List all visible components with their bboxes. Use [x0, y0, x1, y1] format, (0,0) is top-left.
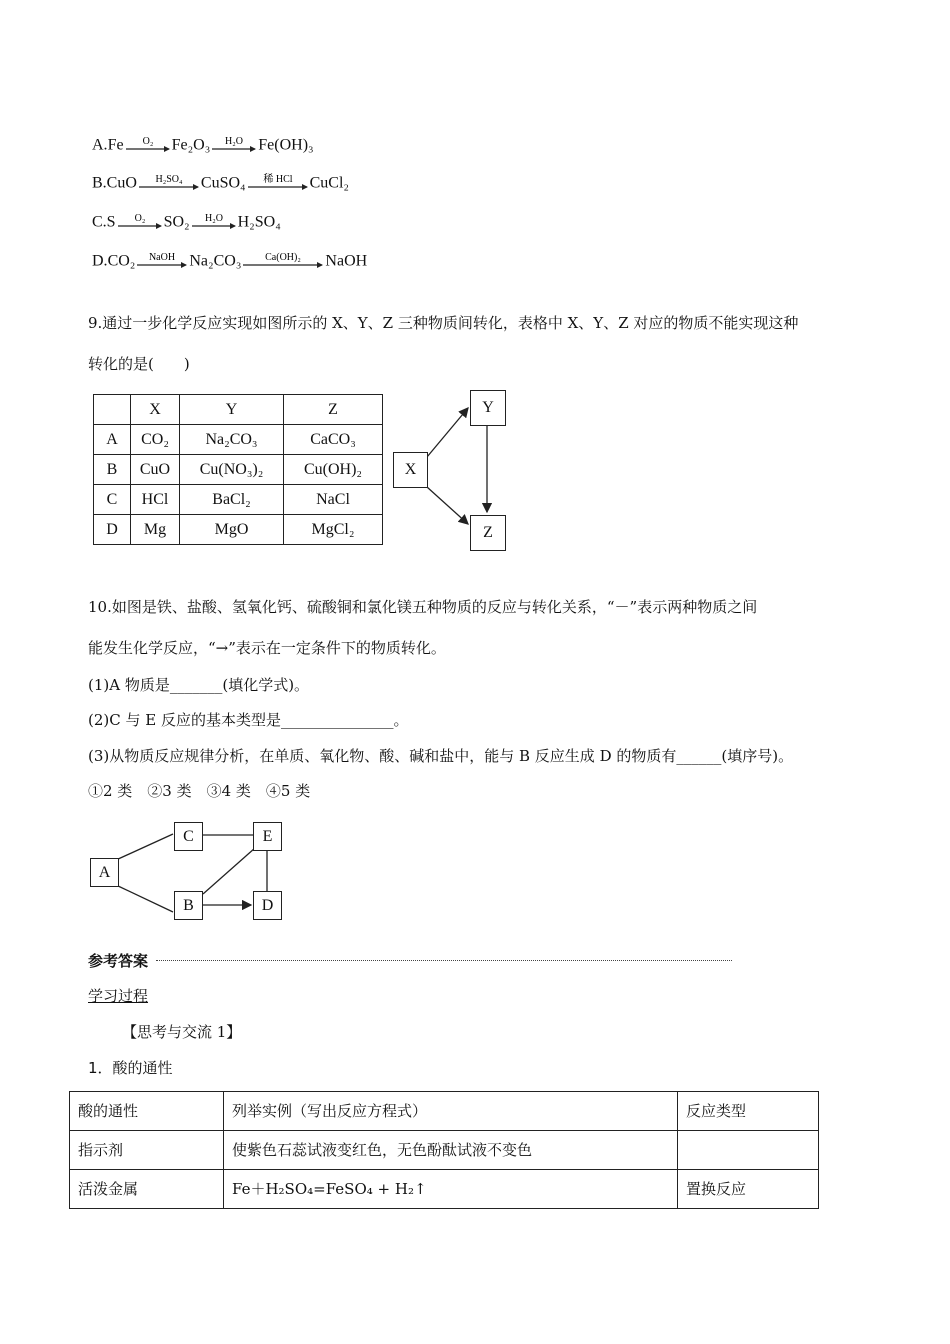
reagent-label: O₂ — [142, 136, 153, 147]
q9-cell: B — [94, 455, 131, 485]
option-label: D. — [92, 252, 108, 270]
species: CuSO₄ — [200, 174, 246, 192]
species: Na₂CO₃ — [189, 252, 242, 270]
acid-header-cell: 酸的通性 — [70, 1092, 224, 1131]
option-label: B. — [92, 174, 107, 192]
q9-cell: Cu(OH)₂ — [284, 455, 383, 485]
q9-cell: Na₂CO₃ — [180, 425, 284, 455]
reagent-label: NaOH — [149, 252, 176, 263]
q9-cell: HCl — [131, 485, 180, 515]
acid-header-cell: 反应类型 — [678, 1092, 819, 1131]
line-a-c — [116, 834, 173, 860]
q9-cell: D — [94, 515, 131, 545]
species: CuO — [106, 174, 137, 192]
table-row — [94, 485, 383, 515]
reaction-arrow — [135, 250, 189, 274]
line-b-e — [203, 848, 255, 894]
species: Fe — [107, 136, 124, 154]
reaction-arrow — [210, 134, 258, 158]
q9-cell: CO₂ — [131, 425, 180, 455]
species: NaOH — [325, 252, 368, 270]
q9-box-x: X — [393, 452, 428, 488]
q9-box-y: Y — [470, 390, 506, 426]
table-row — [70, 1131, 819, 1170]
reaction-arrow — [241, 250, 325, 274]
option-c — [92, 211, 281, 235]
q9-cell: MgCl₂ — [284, 515, 383, 545]
option-b — [92, 172, 349, 196]
reaction-arrow — [246, 172, 310, 196]
q10-sub2: (2)C 与 E 反应的基本类型是_______________。 — [88, 711, 409, 729]
dotted-leader — [156, 960, 732, 961]
section-title: 学习过程 — [88, 987, 149, 1005]
arrow-x-to-y — [427, 408, 468, 457]
acid-cell: 指示剂 — [70, 1131, 224, 1170]
q9-cell: NaCl — [284, 485, 383, 515]
q9-cell: A — [94, 425, 131, 455]
q10-choices: ①2 类 ②3 类 ③4 类 ④5 类 — [88, 782, 311, 800]
reagent-label: 稀 HCl — [263, 174, 293, 185]
species: Fe(OH)₃ — [258, 136, 314, 154]
q9-table — [93, 394, 383, 545]
acid-cell: 使紫色石蕊试液变红色，无色酚酞试液不变色 — [224, 1131, 678, 1170]
q9-cell: C — [94, 485, 131, 515]
think-exchange-label: 【思考与交流 1】 — [122, 1023, 242, 1041]
q9-cell: Mg — [131, 515, 180, 545]
q9-header-cell: X — [131, 395, 180, 425]
option-label: C. — [92, 213, 107, 231]
table-row — [94, 515, 383, 545]
species: CO₂ — [107, 252, 136, 270]
q9-table-header — [94, 395, 383, 425]
acid-header-cell: 列举实例（写出反应方程式） — [224, 1092, 678, 1131]
species: S — [106, 213, 116, 231]
q9-header-cell: Z — [284, 395, 383, 425]
acid-table — [69, 1091, 819, 1209]
species: H₂SO₄ — [237, 213, 281, 231]
species: SO₂ — [163, 213, 190, 231]
q10-sub3: (3)从物质反应规律分析，在单质、氧化物、酸、碱和盐中，能与 B 反应生成 D 的物质有______(填序号)。 — [88, 747, 794, 765]
table-header-row — [70, 1092, 819, 1131]
reagent-label: H₂O — [204, 213, 223, 224]
option-a — [92, 134, 314, 158]
q9-stem-line2: 转化的是( ) — [88, 355, 190, 373]
table-row — [70, 1170, 819, 1209]
q9-cell: MgO — [180, 515, 284, 545]
q10-box-d: D — [253, 891, 282, 920]
q10-box-c: C — [174, 822, 203, 851]
reagent-label: Ca(OH)₂ — [265, 252, 302, 263]
acid-cell: 置换反应 — [678, 1170, 819, 1209]
reaction-arrow — [124, 134, 172, 158]
reaction-arrow — [137, 172, 201, 196]
option-d — [92, 250, 367, 274]
option-label: A. — [92, 136, 108, 154]
acid-heading: 1．酸的通性 — [88, 1059, 173, 1077]
acid-cell — [678, 1131, 819, 1170]
q9-stem-line1: 9.通过一步化学反应实现如图所示的 X、Y、Z 三种物质间转化，表格中 X、Y、Z 对应的物质不能实现这种 — [88, 314, 799, 332]
species: Fe₂O₃ — [171, 136, 211, 154]
q10-box-b: B — [174, 891, 203, 920]
q10-box-a: A — [90, 858, 119, 887]
line-a-b — [116, 885, 173, 912]
acid-cell: Fe＋H₂SO₄=FeSO₄ + H₂↑ — [224, 1170, 678, 1209]
species: CuCl₂ — [309, 174, 349, 192]
q9-cell: Cu(NO₃)₂ — [180, 455, 284, 485]
q10-stem-line1: 10.如图是铁、盐酸、氢氧化钙、硫酸铜和氯化镁五种物质的反应与转化关系，“－”表示两种物质之间 — [88, 598, 758, 616]
q9-cell: CuO — [131, 455, 180, 485]
q10-box-e: E — [253, 822, 282, 851]
reaction-arrow — [190, 211, 238, 235]
table-row — [94, 455, 383, 485]
reaction-arrow — [116, 211, 164, 235]
reagent-label: H₂O — [225, 136, 244, 147]
q10-sub1: (1)A 物质是_______(填化学式)。 — [88, 676, 310, 694]
q9-cell: BaCl₂ — [180, 485, 284, 515]
q9-box-z: Z — [470, 515, 506, 551]
reagent-label: H₂SO₄ — [155, 174, 183, 185]
arrow-x-to-z — [427, 487, 468, 524]
q9-header-cell — [94, 395, 131, 425]
table-row — [94, 425, 383, 455]
answers-title: 参考答案 — [88, 952, 149, 970]
q9-header-cell: Y — [180, 395, 284, 425]
acid-cell: 活泼金属 — [70, 1170, 224, 1209]
q9-cell: CaCO₃ — [284, 425, 383, 455]
reagent-label: O₂ — [134, 213, 145, 224]
q10-stem-line2: 能发生化学反应，“→”表示在一定条件下的物质转化。 — [88, 639, 446, 657]
